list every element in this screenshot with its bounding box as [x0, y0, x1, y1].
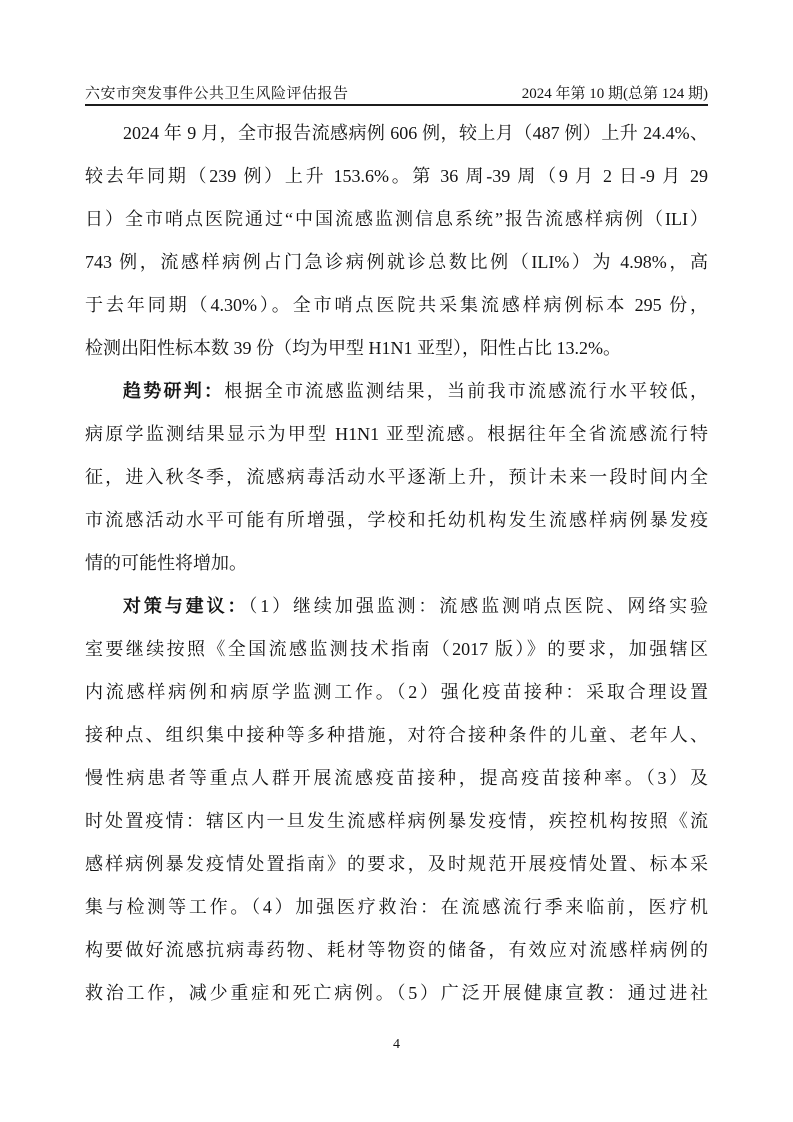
- text-line: 趋势研判：根据全市流感监测结果，当前我市流感流行水平较低，: [123, 381, 708, 401]
- bold-lead: 趋势研判：: [123, 381, 225, 401]
- text-line: 743 例，流感样病例占门急诊病例就诊总数比例（ILI%）为 4.98%，高: [85, 252, 708, 272]
- text-line: 病原学监测结果显示为甲型 H1N1 亚型流感。根据往年全省流感流行特: [85, 424, 708, 444]
- text-line: 内流感样病例和病原学监测工作。（2）强化疫苗接种：采取合理设置: [85, 682, 708, 702]
- header-report-title: 六安市突发事件公共卫生风险评估报告: [85, 86, 349, 102]
- text-line: 慢性病患者等重点人群开展流感疫苗接种，提高疫苗接种率。（3）及: [85, 768, 708, 788]
- text-line: 较去年同期（239 例）上升 153.6%。第 36 周-39 周（9 月 2 日-9 月 29: [85, 166, 708, 186]
- text-line: 集与检测等工作。（4）加强医疗救治：在流感流行季来临前，医疗机: [85, 897, 708, 917]
- header-issue-number: 2024 年第 10 期(总第 124 期): [521, 86, 708, 102]
- text-line: 检测出阳性标本数 39 份（均为甲型 H1N1 亚型），阳性占比 13.2%。: [85, 338, 621, 358]
- text-line: 时处置疫情：辖区内一旦发生流感样病例暴发疫情，疾控机构按照《流: [85, 811, 708, 831]
- text-line: 于去年同期（4.30%）。全市哨点医院共采集流感样病例标本 295 份，: [85, 295, 708, 315]
- text-line: 征，进入秋冬季，流感病毒活动水平逐渐上升，预计未来一段时间内全: [85, 467, 708, 487]
- header-rule: [85, 104, 708, 106]
- text-line: 日）全市哨点医院通过“中国流感监测信息系统”报告流感样病例（ILI）: [85, 209, 708, 229]
- text-line: 2024 年 9 月，全市报告流感病例 606 例，较上月（487 例）上升 24.4%、: [123, 123, 708, 143]
- text-line: 接种点、组织集中接种等多种措施，对符合接种条件的儿童、老年人、: [85, 725, 708, 745]
- text-line: 情的可能性将增加。: [85, 553, 247, 573]
- text-line: 构要做好流感抗病毒药物、耗材等物资的储备，有效应对流感样病例的: [85, 940, 708, 960]
- bold-lead: 对策与建议：: [123, 596, 249, 616]
- text-line: 市流感活动水平可能有所增强，学校和托幼机构发生流感样病例暴发疫: [85, 510, 708, 530]
- text-line: 感样病例暴发疫情处置指南》的要求，及时规范开展疫情处置、标本采: [85, 854, 708, 874]
- body-text: [85, 112, 708, 1015]
- text-line: 室要继续按照《全国流感监测技术指南（2017 版）》的要求，加强辖区: [85, 639, 708, 659]
- text-line: 对策与建议：（1）继续加强监测：流感监测哨点医院、网络实验: [123, 596, 708, 616]
- text-line: 救治工作，减少重症和死亡病例。（5）广泛开展健康宣教：通过进社: [85, 983, 708, 1003]
- page-number: 4: [393, 1037, 400, 1052]
